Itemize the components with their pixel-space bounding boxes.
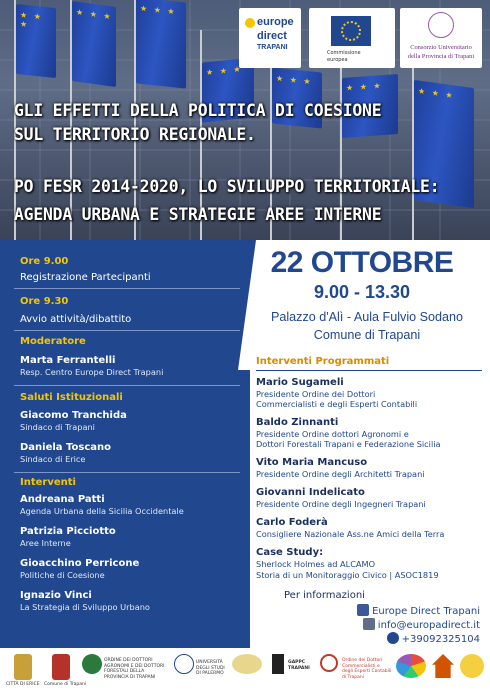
logo-caption: della Provincia di Trapani	[407, 53, 475, 60]
headline-line: AGENDA URBANA E STRATEGIE AREE INTERNE	[14, 205, 382, 224]
speaker-name: Patrizia Picciotto	[20, 526, 116, 537]
trapani-crest-icon	[52, 654, 70, 680]
eu-flag	[16, 4, 56, 78]
headline-line: SUL TERRITORIO REGIONALE.	[14, 125, 256, 144]
program-section	[0, 240, 490, 648]
europe-direct-logo	[239, 8, 301, 68]
speaker-role: Dottori Forestali Trapani e Federazione Sicilia	[256, 439, 441, 449]
eu-flag	[136, 0, 186, 89]
speaker-name: Mario Sugameli	[256, 377, 344, 388]
logo-caption: CITTÀ DI ERICE	[6, 682, 40, 687]
divider	[14, 385, 240, 386]
speaker-name: Carlo Foderà	[256, 517, 328, 528]
eu-flag	[72, 1, 116, 87]
commercialisti-logo-icon	[320, 654, 338, 672]
slot-time: Ore 9.30	[20, 296, 69, 307]
partner-logo-icon	[232, 654, 262, 674]
sun-logo-icon	[460, 654, 484, 678]
footer-logos	[0, 648, 490, 694]
house-logo-icon	[432, 654, 454, 678]
email-link[interactable]	[363, 618, 480, 631]
gappc-logo-icon	[272, 654, 284, 674]
speaker-role: Presidente Ordine degli Ingegneri Trapani	[256, 499, 426, 509]
header-banner	[0, 0, 490, 240]
speaker-name: Marta Ferrantelli	[20, 355, 116, 366]
info-label: Per informazioni	[284, 590, 365, 601]
ordine-logo-icon	[82, 654, 102, 674]
event-venue: Palazzo d'Alì - Aula Fulvio Sodano	[270, 310, 464, 324]
speaker-role: Consigliere Nazionale Ass.ne Amici della Terra	[256, 529, 445, 539]
divider	[14, 330, 240, 331]
speaker-name: Gioacchino Perricone	[20, 558, 140, 569]
divider	[256, 370, 482, 371]
email-text: info@europadirect.it	[377, 620, 480, 631]
logo-caption: Consorzio Universitario	[410, 44, 472, 51]
headline-line: PO FESR 2014-2020, LO SVILUPPO TERRITORIALE:	[14, 177, 440, 196]
event-venue-city: Comune di Trapani	[313, 328, 421, 342]
slot-text: Avvio attività/dibattito	[20, 314, 132, 325]
speaker-role: Sindaco di Trapani	[20, 422, 95, 432]
case-study-label: Case Study:	[256, 547, 324, 558]
case-study-text: Storia di un Monitoraggio Civico | ASOC1819	[256, 570, 439, 580]
case-study-text: Sherlock Holmes ad ALCAMO	[256, 559, 376, 569]
event-hours: 9.00 - 13.30	[313, 282, 411, 302]
erice-crest-icon	[14, 654, 32, 680]
phone-link[interactable]	[387, 632, 480, 645]
unipa-seal-icon	[174, 654, 194, 674]
speaker-name: Giovanni Indelicato	[256, 487, 365, 498]
speaker-role: Presidente Ordine degli Architetti Trapani	[256, 469, 425, 479]
colorful-logo-icon	[396, 654, 426, 678]
star-icon	[245, 18, 255, 28]
speaker-role: Presidente Ordine dei Dottori	[256, 389, 376, 399]
event-date: 22 OTTOBRE	[270, 246, 454, 279]
eu-flag-icon	[331, 16, 371, 46]
section-label-interventi: Interventi	[20, 477, 76, 488]
logo-text: TRAPANI	[257, 44, 288, 51]
consorzio-logo	[400, 8, 482, 68]
speaker-role: Resp. Centro Europe Direct Trapani	[20, 367, 164, 377]
section-label-moderatore: Moderatore	[20, 336, 86, 347]
facebook-link[interactable]	[357, 604, 480, 617]
speaker-name: Giacomo Tranchida	[20, 410, 127, 421]
divider	[14, 288, 240, 289]
logo-caption: ORDINE DEI DOTTORI AGRONOMI E DEI DOTTORI FORESTALI DELLA PROVINCIA DI TRAPANI	[104, 658, 165, 680]
email-icon	[363, 618, 375, 630]
speaker-role: Presidente Ordine dottori Agronomi e	[256, 429, 409, 439]
phone-icon	[387, 632, 399, 644]
logo-caption: UNIVERSITÀ DEGLI STUDI DI PALERMO	[196, 660, 225, 676]
speaker-role: Aree Interne	[20, 538, 71, 548]
speaker-name: Daniela Toscano	[20, 442, 112, 453]
speaker-role: Politiche di Coesione	[20, 570, 105, 580]
seal-icon	[428, 12, 454, 38]
speaker-role: La Strategia di Sviluppo Urbano	[20, 602, 150, 612]
speaker-role: Agenda Urbana della Sicilia Occidentale	[20, 506, 184, 516]
logo-caption: GAPPC TRAPANI	[288, 660, 310, 671]
phone-text: +39092325104	[401, 634, 480, 645]
logo-text: europe	[257, 16, 294, 28]
slot-text: Registrazione Partecipanti	[20, 272, 151, 283]
speaker-role: Commercialisti e degli Esperti Contabili	[256, 399, 418, 409]
european-commission-logo	[309, 8, 395, 68]
slot-time: Ore 9.00	[20, 256, 69, 267]
logo-caption: europea	[327, 57, 348, 63]
logo-caption: Comune di Trapani	[44, 682, 87, 687]
speaker-name: Andreana Patti	[20, 494, 105, 505]
section-label-programmati: Interventi Programmati	[256, 356, 390, 367]
logo-caption: Commissione	[327, 50, 361, 56]
facebook-icon	[357, 604, 369, 616]
speaker-name: Baldo Zinnanti	[256, 417, 339, 428]
speaker-name: Vito Maria Mancuso	[256, 457, 368, 468]
logo-caption: Ordine dei Dottori Commercialisti e degli Esperti Contabili di Trapani	[342, 658, 392, 680]
section-label-saluti: Saluti Istituzionali	[20, 392, 123, 403]
headline-line: GLI EFFETTI DELLA POLITICA DI COESIONE	[14, 101, 382, 120]
logo-text: direct	[257, 30, 287, 42]
facebook-text: Europe Direct Trapani	[372, 606, 480, 617]
speaker-role: Sindaco di Erice	[20, 454, 86, 464]
divider	[14, 472, 240, 473]
speaker-name: Ignazio Vinci	[20, 590, 92, 601]
